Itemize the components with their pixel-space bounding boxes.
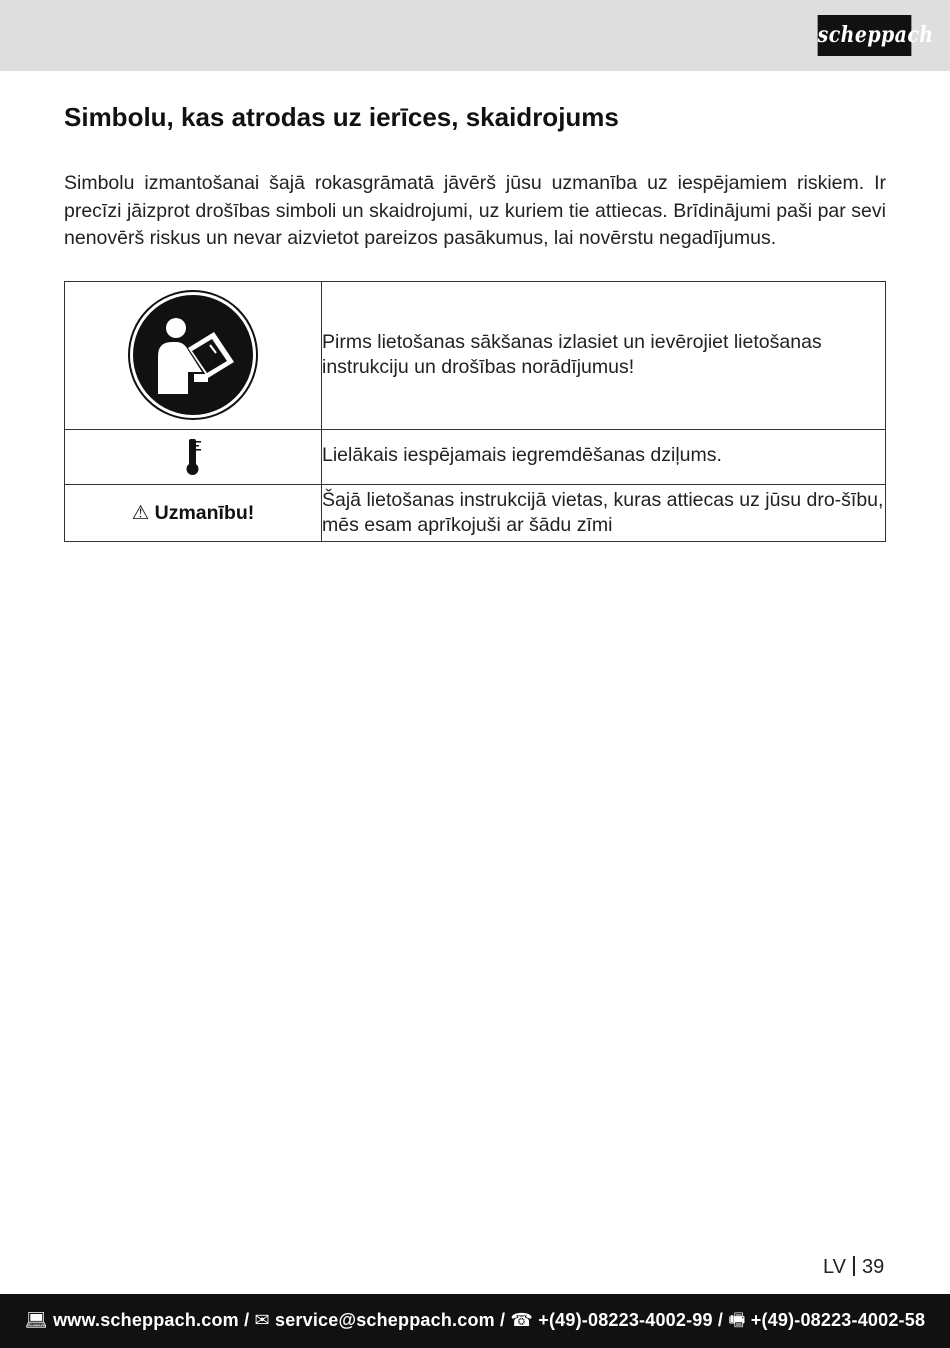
table-row — [65, 485, 886, 542]
depth-gauge-icon — [183, 437, 203, 477]
page-number-divider — [853, 1256, 855, 1276]
attention-text: Uzmanību! — [154, 502, 255, 524]
symbols-table — [64, 281, 886, 542]
symbol-cell — [65, 485, 322, 542]
mail-icon: ✉ — [254, 1310, 270, 1331]
symbol-description: Pirms lietošanas sākšanas izlasiet un ievērojiet lietošanas instrukciju un drošības norādījumus! — [322, 282, 886, 430]
table-row — [65, 282, 886, 430]
footer-separator: / — [494, 1310, 511, 1330]
symbol-description: Lielākais iespējamais iegremdēšanas dziļums. — [322, 430, 886, 485]
fax-icon: 🖷︎ — [728, 1310, 746, 1331]
symbol-description: Šajā lietošanas instrukcijā vietas, kuras attiecas uz jūsu dro-šību, mēs esam aprīkojuši ar šādu zīmi — [322, 485, 886, 542]
fax-number: +(49)-08223-4002-58 — [750, 1310, 926, 1330]
email-link[interactable]: service@scheppach.com — [274, 1310, 495, 1330]
footer-separator: / — [712, 1310, 729, 1330]
language-code: LV — [823, 1256, 846, 1278]
page-number — [823, 1256, 884, 1279]
computer-icon: 💻︎ — [24, 1310, 48, 1331]
warning-triangle-icon: ⚠ — [131, 502, 150, 524]
page-title: Simbolu, kas atrodas uz ierīces, skaidrojums — [64, 102, 619, 132]
attention-label — [132, 501, 255, 526]
scheppach-logo: scheppach — [818, 15, 912, 56]
website-link[interactable]: www.scheppach.com — [53, 1310, 239, 1330]
footer-separator: / — [238, 1310, 255, 1330]
page-number-value: 39 — [861, 1256, 885, 1278]
symbol-cell — [65, 282, 322, 430]
table-row — [65, 430, 886, 485]
header-band — [0, 0, 950, 71]
symbol-cell — [65, 430, 322, 485]
footer-bar — [0, 1294, 950, 1348]
intro-paragraph: Simbolu izmantošanai šajā rokasgrāmatā jāvērš jūsu uzmanība uz iespējamiem riskiem. Ir precīzi jāizprot drošības simboli un skaidrojumi, uz kuriem tie attiecas. Brīdinājumi paši par sevi nenovērš riskus un nevar aizvietot pareizos pasākumus, lai novērstu negadījumus. — [64, 172, 886, 249]
phone-icon: ☎ — [510, 1310, 534, 1331]
phone-number: +(49)-08223-4002-99 — [538, 1310, 713, 1330]
read-manual-icon — [128, 290, 258, 420]
